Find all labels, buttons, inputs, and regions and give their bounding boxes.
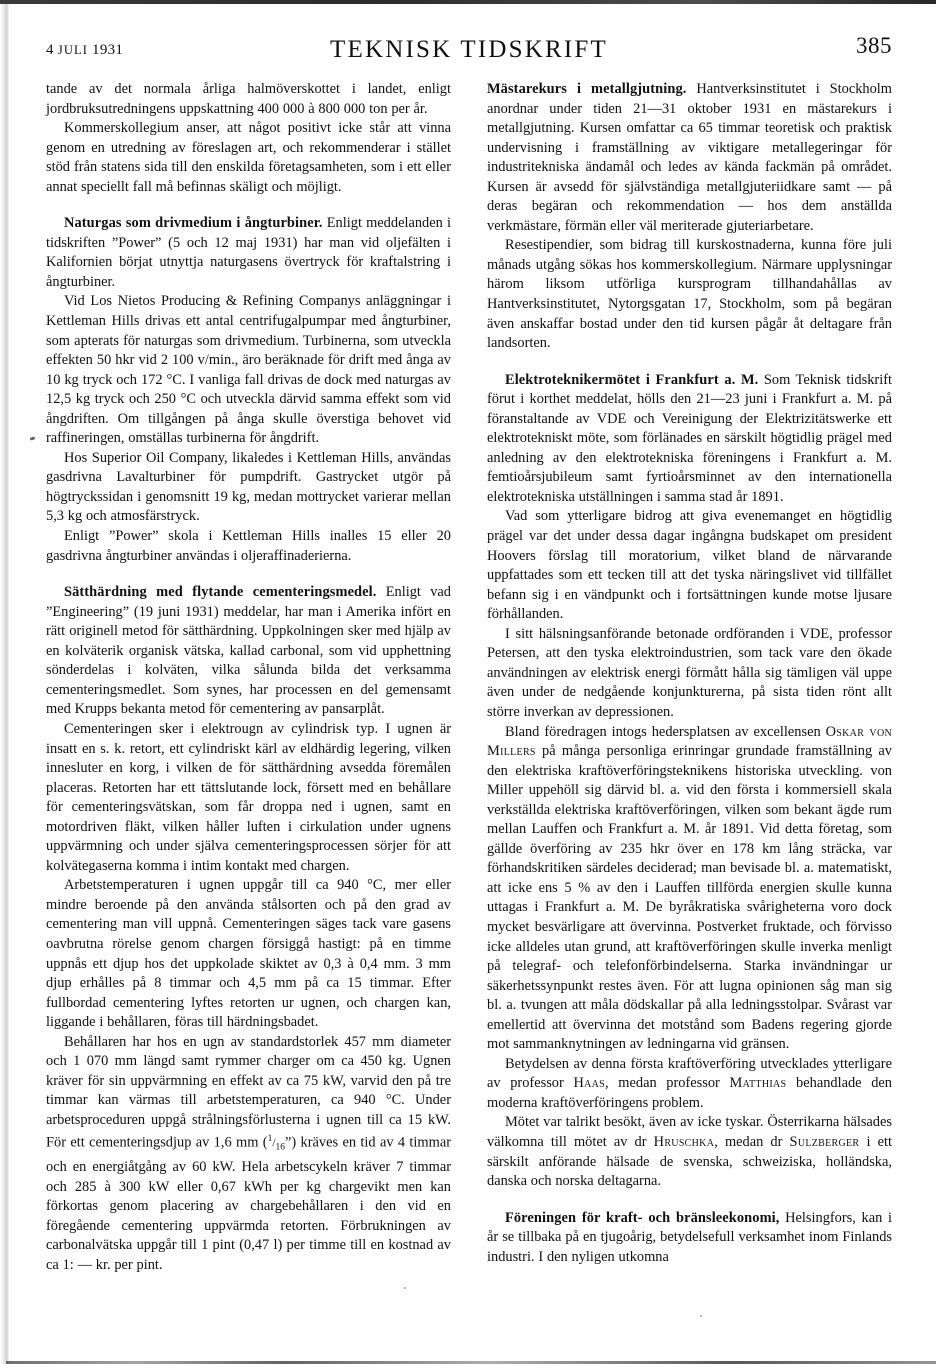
scan-edge-left [0, 4, 9, 1364]
person-name-sulzberger: Sulzberger [789, 1133, 860, 1150]
issue-day: 4 [46, 42, 54, 58]
article-mastarekurs-p1: Hantverksinstitutet i Stockholm anordnar under tiden 21—31 oktober 1931 en mästarekurs i metallgjutning. Kursen omfattar ca 65 timmar teoretisk och praktisk undervisning i framställning av viktigare metallegeringar för industritekniska ändamål och ledes av kända fackmän på området. Kursen är avsedd för självständiga metallgjuteriidkare samt — på deras begäran och rekommendation — hos dem anställda verkmästare, förmän eller väl meriterade gjuteriarbetare. [487, 81, 893, 234]
article-foreningen-p1: Helsingfors, kan i år se tillbaka på en tjugoårig, betydelsefull verksamhet inom Finlands industri. I den nyligen utkomna [487, 1209, 892, 1265]
person-name-matthias: Matthias [729, 1075, 787, 1092]
article-mastarekurs [487, 80, 892, 236]
article-elektroteknikermotet-p6 [487, 1113, 892, 1191]
article-naturgas-p1: Enligt meddelanden i tidskriften ”Power” (5 och 12 maj 1931) har man vid oljefälten i Kalifornien börjat utnyttja naturgasens övertryck för kraftalstring i ångturbiner. [46, 215, 451, 290]
person-name-haas: Haas [573, 1075, 606, 1092]
left-column [46, 80, 451, 1275]
issue-month: JULI [57, 43, 88, 57]
running-head [46, 33, 892, 70]
fraction-one-sixteenth: $^1/_{16}$ [267, 1134, 286, 1153]
article-heading-foreningen: Föreningen för kraft- och bränsleekonomi, [505, 1209, 780, 1226]
p5-part-b: , medan professor [605, 1075, 730, 1092]
article-elektroteknikermotet-p3: I sitt hälsningsanförande betonade ordföranden i VDE, professor Petersen, att den tyska elektroindustrien, som tack vare den ökade användningen av elektrisk energi förmått hålla sig tämligen väl uppe även under de nedgående konjunkturerna, på sista tiden rönt allt större inverkan av depressionen. [487, 625, 892, 720]
two-column-body [46, 80, 892, 1275]
fraction-denominator: 16 [275, 1142, 286, 1153]
p6-part-a: Mötet var talrikt besökt, även av icke tyskar. Österrikarna hälsades välkomna till mötet av dr [487, 1114, 892, 1150]
article-elektroteknikermotet-p5 [487, 1055, 892, 1114]
fraction-numerator: 1 [267, 1134, 273, 1145]
article-elektroteknikermotet [487, 371, 892, 508]
article-heading-mastarekurs: Mästarekurs i metallgjutning. [487, 81, 687, 97]
article-heading-naturgas: Naturgas som drivmedium i ångturbiner. [64, 215, 323, 232]
journal-title: TEKNISK TIDSKRIFT [330, 36, 608, 63]
scan-speck [30, 436, 36, 440]
article-heading-satthardning: Sätthärdning med flytande cementeringsmedel. [64, 584, 377, 601]
article-satthardning [46, 583, 451, 720]
article-naturgas-p3: Hos Superior Oil Company, likaledes i Kettleman Hills, användas gasdrivna Lavalturbiner för pumpdrift. Gastrycket utgör på högtryckssidan i genomsnitt 19 kg, medan mottrycket varierar mellan 5,3 kg och atmosfärstryck. [46, 449, 451, 525]
article-elektroteknikermotet-p4 [487, 723, 892, 1055]
scan-speck [404, 1287, 407, 1290]
scan-speck [700, 1315, 703, 1318]
article-heading-elektroteknikermotet: Elektroteknikermötet i Frankfurt a. M. [505, 371, 759, 388]
p6-part-c: i ett särskilt anförande hälsade de svenska, schweiziska, holländska, danska och norska deltagarna. [487, 1133, 893, 1190]
person-name-oskar-von-miller: Oskar von Millers [487, 723, 892, 760]
person-name-hruschka: Hruschka [653, 1133, 715, 1150]
article-satthardning-p4-part-a: Behållaren har hos en ugn av standardstorlek 457 mm diameter och 1 070 mm längd samt rymmer charger om ca 450 kg. Ugnen kräver för sin uppvärmning en effekt av ca 75 kW, varvid den på tre timmar kan värmas till arbetstemperaturen, ca 940 °C. Under arbetsproceduren uppgå strålningsförlusterna i ugnen till ca 15 kW. För ett cementeringsdjup av 1,6 mm ( [46, 1033, 451, 1151]
article-foreningen [487, 1209, 892, 1268]
article-elektroteknikermotet-p2: Vad som ytterligare bidrog att giva evenemanget en högtidlig prägel var det under dessa dagar ingångna budskapet om president Hoovers förslag till moratorium, vilket bland de närvarande uppfattades som ett tecken till att det tyska näringslivet vid tillfället befann sig i en vändpunkt och i fortsättningen kunde motse ljusare förhållanden. [487, 508, 892, 623]
paragraph-continued: tande av det normala årliga halmöverskottet i landet, enligt jordbruksutredningens uppskattning 400 000 à 800 000 ton per år. [46, 81, 451, 117]
article-naturgas-p4: Enligt ”Power” skola i Kettleman Hills inalles 15 eller 20 gasdrivna ångturbiner användas i oljeraffinaderierna. [46, 528, 451, 564]
paragraph-kommerskollegium: Kommerskollegium anser, att något positivt icke står att vinna genom en utredning av föreslagen art, och rekommenderar i stället stöd från statens sida till den enskilda företagsamheten, som i ett eller annat speciellt fall må befinnas skäligt och möjligt. [46, 120, 451, 195]
article-satthardning-p3: Arbetstemperaturen i ugnen uppgår till ca 940 °C, mer eller mindre beroende på den använda stålsorten och på den grad av cementering man vill uppnå. Cementeringen säges tack vare gasens oavbrutna rörelse genom chargen försiggå hastigt: på en timme uppnås ett djup hos det uppkolade skiktet av 0,3 à 0,4 mm. 3 mm djup erhålles på 8 timmar och 4,5 mm på ca 15 timmar. Efter fullbordad cementering lyftes retorten ur ugnen, och chargen kan, liggande i behållaren, föras till härdningsbadet. [46, 877, 451, 1031]
p4-part-b: på många personliga erinringar grundade framställning av den elektriska kraftöverföringsteknikens historiska utveckling. von Miller uppehöll sig därvid bl. a. vid den första i kommersiell skala verkställda elektriska kraftöverföringen, vilken som bekant ägde rum mellan Lauffen och Frankfurt a. M. år 1891. Vid detta företag, som gällde överföring av 235 hkr över en 178 km lång sträcka, var förhandskritiken särdeles deciderad; man bevisade bl. a. matematiskt, att icke ens 5 % av den i Lauffen tillförda energien skulle kunna uttagas i Frankfurt a. M. De byråkratiska svårigheterna voro dock mycket besvärligare att övervinna. Postverket fruktade, och förvisso icke alldeles utan grund, att kraftöverföringen skulle inverka menligt på telegraf- och telefonförbindelserna. Starka invändningar ur säkerhetssynpunkt restes även. För att lugna opinionen såg man sig bl. a. tvungen att måla dödskallar på alla ledningsstolpar. Svårast var emellertid att övervinna det motstånd som Badens regering gjorde mot sammanknytningen av ledningarna vid gränsen. [487, 743, 892, 1053]
p5-part-a: Betydelsen av denna första kraftöverföring utvecklades ytterligare av professor [487, 1055, 892, 1092]
article-satthardning-p4-part-b: ”) kräves en tid av 4 timmar och en energiåtgång av 60 kW. Hela arbetscykeln kräver 7 timmar och 285 à 300 kW eller 0,67 kWh per kg chargevikt men kan förkortas genom placering av chargebehållaren i den vid en föregående cementering uppvärmda retorten. Förbrukningen av carbonalvätska uppgår till 1 pint (0,47 l) per timme till en kostnad av ca 1: — kr. per pint. [46, 1134, 451, 1273]
article-elektroteknikermotet-p1: Som Teknisk tidskrift förut i korthet meddelat, hölls den 21—23 juni i Frankfurt a. M. på föranstaltande av VDE och Vereinigung der Elektrizitätswerke ett elektrotekniskt möte, som förlänades en särskilt högtidlig prägel med anledning av den elektrotekniska föreningens i Frankfurt a. M. femtioårsjubileum samt fyrtioårsminnet av den internationella elektrotekniska utställningen i samma stad år 1891. [487, 371, 892, 505]
issue-year: 1931 [92, 42, 124, 58]
p5-part-c: behandlade den moderna kraftöverföringens problem. [487, 1075, 892, 1111]
p6-part-b: , medan dr [714, 1133, 790, 1150]
scan-edge-top [0, 0, 936, 4]
article-mastarekurs-p2: Resestipendier, som bidrag till kurskostnaderna, kunna före juli månads utgång sökas hos kommerskollegium. Närmare upplysningar härom liksom utförliga kursprogram tillhandahållas av Hantverksinstitutet, Nytorgsgatan 17, Stockholm, som på begäran även anskaffar bostad under den tid kursen pågår åt deltagare från landsorten. [487, 237, 892, 352]
article-naturgas-p2: Vid Los Nietos Producing & Refining Companys anläggningar i Kettleman Hills drivas ett antal centrifugalpumpar med ångturbiner, som apterats för naturgas som drivmedium. Turbinerna, som utveckla effekten 50 hkr vid 2 100 v/min., äro beräknade för drift med ånga av 10 kg tryck och 172 °C. I vanliga fall drivas de dock med naturgas av 12,5 kg tryck och 250 °C och utveckla därvid samma effekt som vid ångdriften. Om tillgången på ånga skulle överstiga behovet vid raffineringen, omställas turbinerna för ångdrift. [46, 293, 451, 447]
article-naturgas [46, 214, 451, 292]
p4-part-a: Bland föredragen intogs hedersplatsen av excellensen [505, 723, 826, 740]
article-satthardning-p4 [46, 1033, 451, 1276]
page-number: 385 [856, 33, 892, 58]
article-satthardning-p2: Cementeringen sker i elektrougn av cylindrisk typ. I ugnen är insatt en s. k. retort, ett cylindriskt kärl av eldhärdig legering, vilken innesluter en korg, i vilken de för sätthärdning avsedda föremålen placeras. Retorten har ett tättslutande lock, försett med en behållare för cementeringsvätskan, som får droppa ned i ugnen, samt en motordriven fläkt, vilken håller luften i cirkulation under ugnens uppvärmning och under själva cementeringsprocessen sörjer för att kolvätegaserna komma i intim kontakt med chargen. [46, 720, 451, 874]
article-satthardning-p1: Enligt vad ”Engineering” (19 juni 1931) meddelar, har man i Amerika infört en rätt originell metod för sätthärdning. Uppkolningen sker med hjälp av en kolväterik organisk vätska, kallad carbonal, som vid upphettning sönderdelas i kolväten, vilka sålunda bilda det verksamma cementeringsmedlet. Som synes, har processen en del gemensamt med Krupps bekanta metod för cementering av pansarplåt. [46, 584, 451, 718]
right-column [487, 80, 892, 1275]
